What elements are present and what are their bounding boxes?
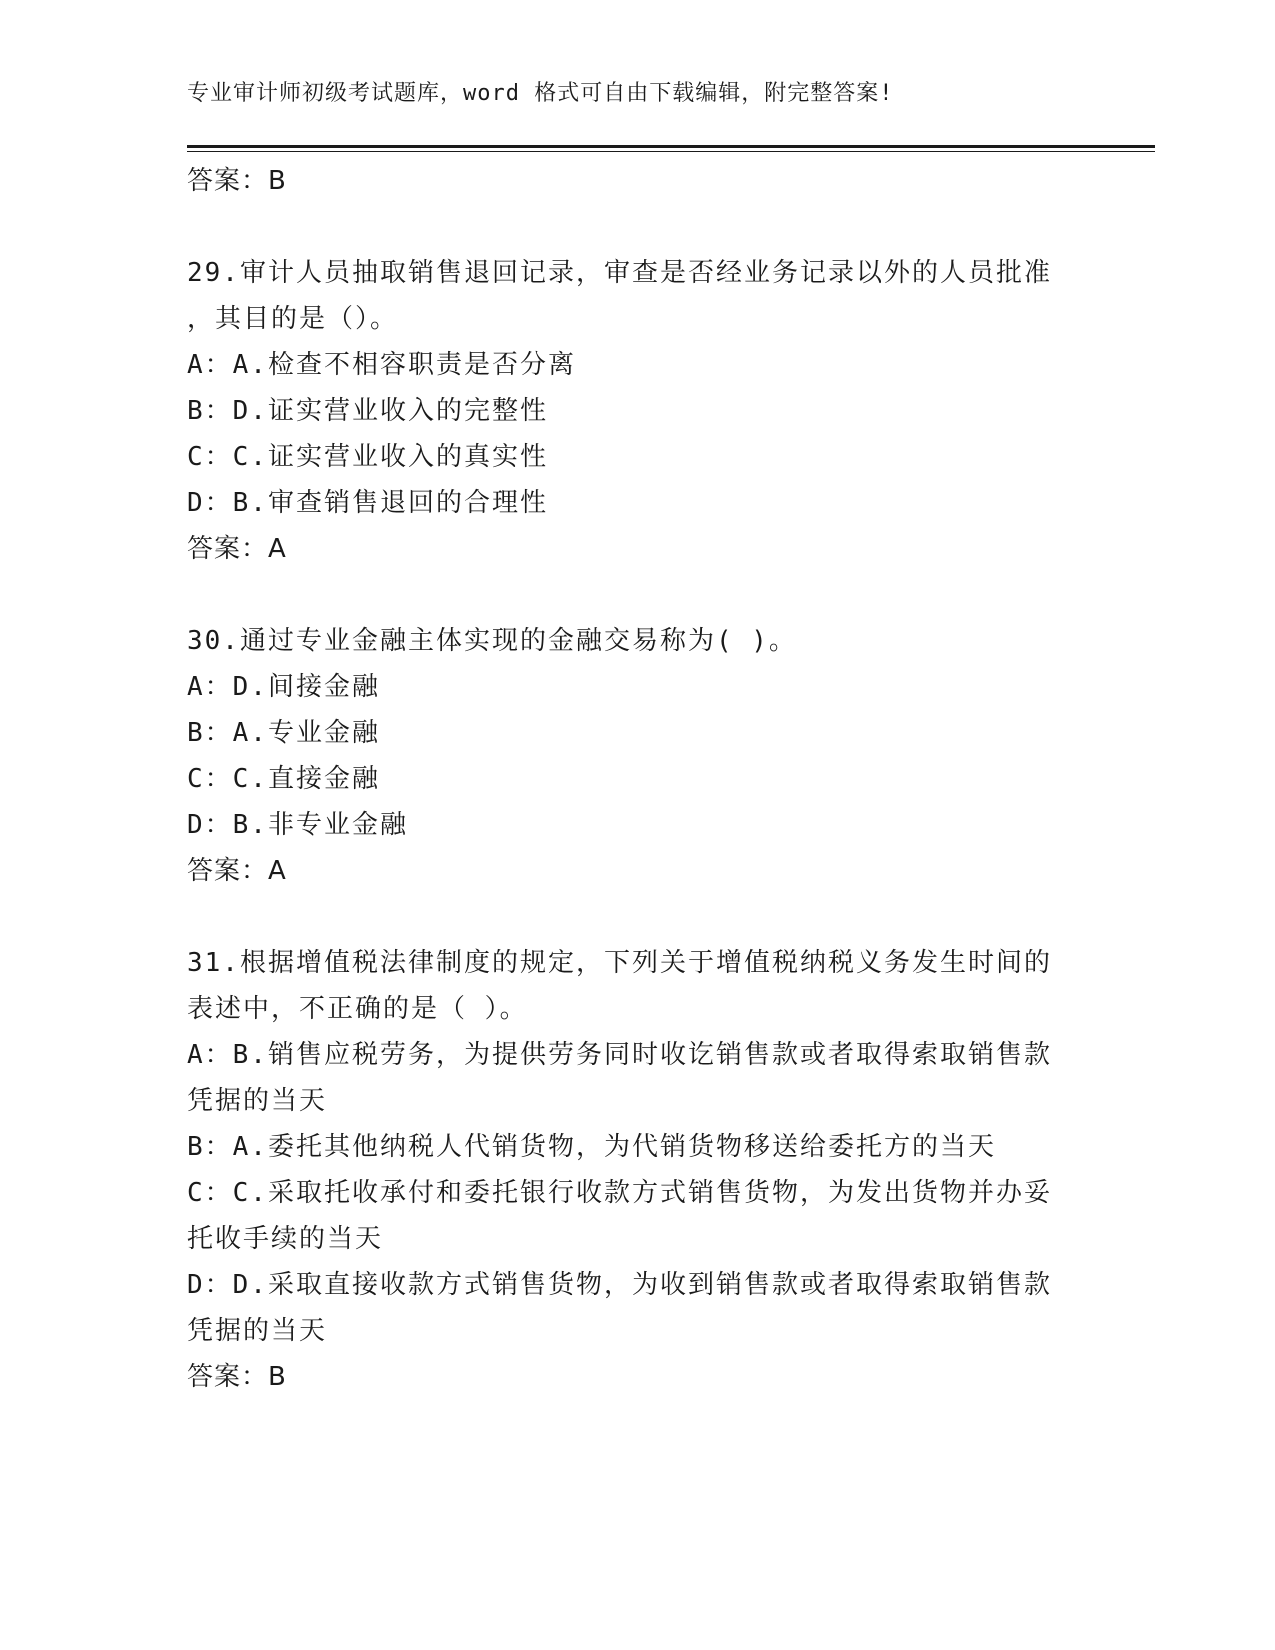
- question-content: [187, 158, 1087, 1400]
- question-29: [187, 250, 1087, 572]
- question-stem: 表述中，不正确的是（ ）。: [187, 994, 528, 1024]
- question-stem: 31.根据增值税法律制度的规定，下列关于增值税纳税义务发生时间的: [187, 948, 1052, 978]
- option-d: D：B.非专业金融: [187, 810, 408, 840]
- option-c: C：C.直接金融: [187, 764, 380, 794]
- option-a-continued: 凭据的当天: [187, 1086, 328, 1116]
- option-a: A：D.间接金融: [187, 672, 380, 702]
- header-rule-thin: [187, 151, 1155, 152]
- option-c: C：C.采取托收承付和委托银行收款方式销售货物，为发出货物并办妥: [187, 1178, 1052, 1208]
- option-d: D：B.审查销售退回的合理性: [187, 488, 548, 518]
- question-stem: 29.审计人员抽取销售退回记录，审查是否经业务记录以外的人员批准: [187, 258, 1052, 288]
- option-c-continued: 托收手续的当天: [187, 1224, 384, 1254]
- question-31: [187, 940, 1087, 1400]
- question-stem: 30.通过专业金融主体实现的金融交易称为( )。: [187, 626, 797, 656]
- option-a: A：A.检查不相容职责是否分离: [187, 350, 576, 380]
- option-c: C：C.证实营业收入的真实性: [187, 442, 548, 472]
- question-30: [187, 618, 1087, 894]
- option-d-continued: 凭据的当天: [187, 1316, 328, 1346]
- option-b: B：A.委托其他纳税人代销货物，为代销货物移送给委托方的当天: [187, 1132, 996, 1162]
- option-d: D：D.采取直接收款方式销售货物，为收到销售款或者取得索取销售款: [187, 1270, 1052, 1300]
- question-stem: ，其目的是（）。: [187, 304, 399, 334]
- answer: 答案：A: [187, 856, 287, 886]
- answer: 答案：A: [187, 534, 287, 564]
- option-b: B：D.证实营业收入的完整性: [187, 396, 548, 426]
- page-header: 专业审计师初级考试题库，word 格式可自由下载编辑，附完整答案!: [187, 81, 894, 106]
- previous-answer: 答案：B: [187, 166, 287, 196]
- header-rule-thick: [187, 145, 1155, 148]
- option-b: B：A.专业金融: [187, 718, 380, 748]
- answer: 答案：B: [187, 1362, 287, 1392]
- option-a: A：B.销售应税劳务，为提供劳务同时收讫销售款或者取得索取销售款: [187, 1040, 1052, 1070]
